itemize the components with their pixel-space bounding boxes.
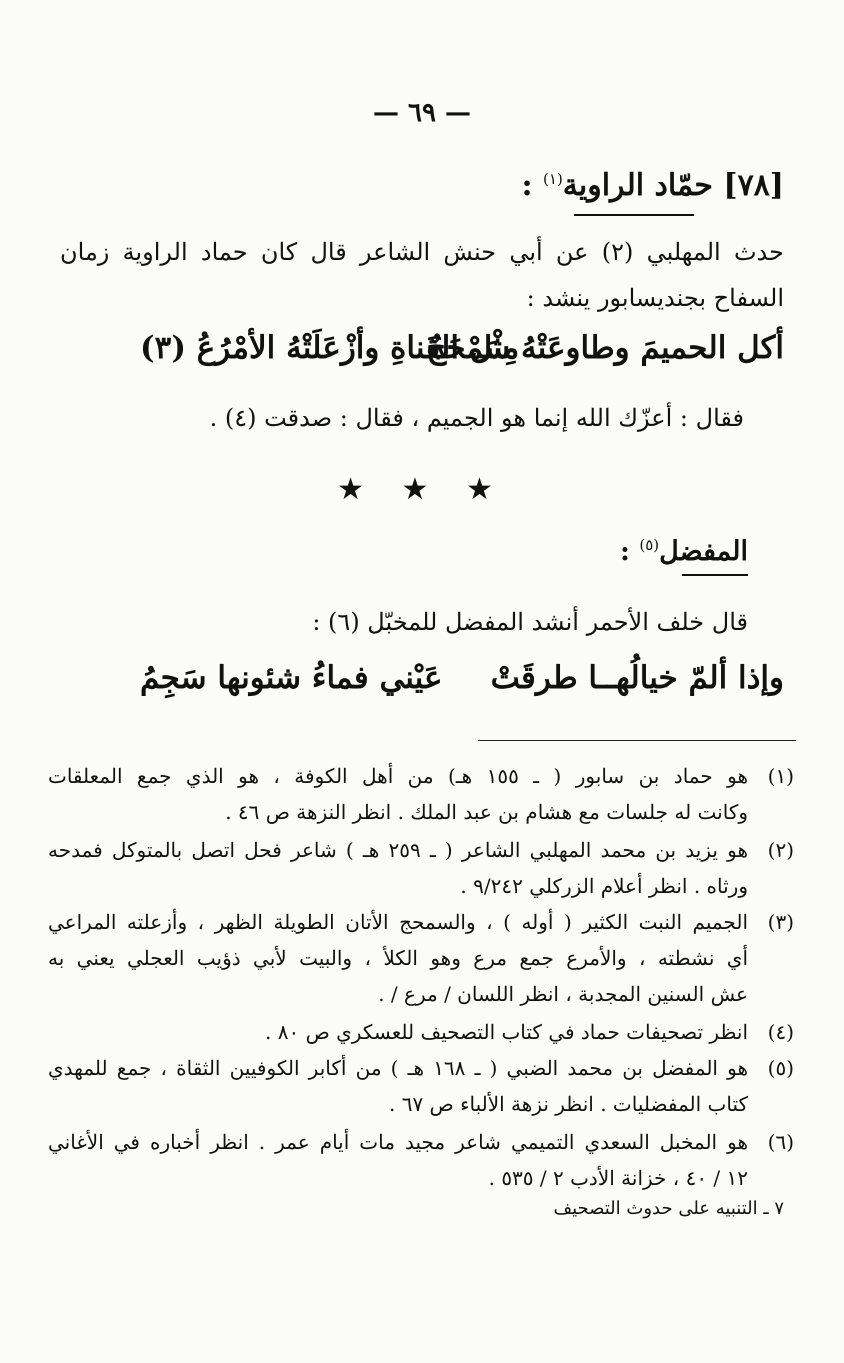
footnote-3-line-1: الجميم النبت الكثير ( أوله ) ، والسمحج الأتان الطويلة الظهر ، وأزعلته المراعي [48,910,748,934]
verse-2-second-hemistich: عَيْني فماءُ شئونها سَجِمُ [140,660,443,696]
footnote-1-number: (١) [767,764,794,788]
subheading-colon: : [619,536,640,567]
verse-2-first-hemistich: وإذا ألمّ خيالُهــا طرقَتْ [490,660,784,696]
heading-underline [574,214,694,216]
subheading-text: المفضل [659,536,748,567]
footnote-1-line-1: هو حماد بن سابور ( ـ ١٥٥ هـ) من أهل الكوفة ، هو الذي جمع المعلقات [48,764,749,788]
footnote-6-number: (٦) [767,1130,794,1154]
page-number: — ٦٩ — [372,98,472,128]
body-line-2: السفاح بجنديسابور ينشد : [526,284,784,312]
footnote-2-number: (٢) [767,838,794,862]
heading-footnote-ref: (١) [543,170,563,188]
footnote-4-number: (٤) [767,1020,794,1044]
footnote-3-number: (٣) [767,910,794,934]
subheading-underline [682,574,748,576]
verse-1-first-hemistich: أكل الحميمَ وطاوعَتْهُ سَمْحَجٌ [426,330,784,366]
footnote-3-line-2: أي نشطته ، والأمرع جمع مرع وهو الكلأ ، والبيت لأبي ذؤيب العجلي يعني به [48,946,748,970]
footnote-5-number: (٥) [767,1056,794,1080]
footnote-5-line-1: هو المفضل بن محمد الضبي ( ـ ١٦٨ هـ ) من أكابر الكوفيين الثقاة ، جمع للمهدي [48,1056,748,1080]
body-line-1: حدث المهلبي (٢) عن أبي حنش الشاعر قال كان حماد الراوية زمان [60,238,784,266]
footnote-1-line-2: وكانت له جلسات مع هشام بن عبد الملك . انظر النزهة ص ٤٦ . [225,800,748,824]
verse-1-second-hemistich: مِثْل القَناةِ وأزْعَلَتْهُ الأمْرُعُ (٣) [140,330,520,366]
body-line-4: قال خلف الأحمر أنشد المفضل للمخبّل (٦) : [312,608,748,636]
footnote-6-line-2: ١٢ / ٤٠ ، خزانة الأدب ٢ / ٥٣٥ . [488,1166,748,1190]
footnote-6-line-1: هو المخبل السعدي التميمي شاعر مجيد مات أيام عمر . انظر أخباره في الأغاني [48,1130,748,1154]
footnote-separator [478,740,796,741]
footnote-3-line-3: عش السنين المجدبة ، انظر اللسان / مرع / . [378,982,748,1006]
body-line-3: فقال : أعزّك الله إنما هو الجميم ، فقال : صدقت (٤) . [209,404,744,432]
subheading [620,536,748,567]
section-separator-stars: ★ ★ ★ [337,472,507,507]
heading-text: [٧٨] حمّاد الراوية [562,168,784,203]
page-footer: ٧ ـ التنبيه على حدوث التصحيف [553,1198,784,1219]
footnote-2-line-2: ورثاه . انظر أعلام الزركلي ٩/٢٤٢ . [460,874,748,898]
subheading-footnote-ref: (٥) [639,536,660,554]
heading-colon: : [521,168,544,203]
footnote-2-line-1: هو يزيد بن محمد المهلبي الشاعر ( ـ ٢٥٩ هـ ) شاعر فحل اتصل بالمتوكل فمدحه [48,838,748,862]
section-heading [521,168,784,203]
footnote-5-line-2: كتاب المفضليات . انظر نزهة الألباء ص ٦٧ . [389,1092,748,1116]
footnote-4-line-1: انظر تصحيفات حماد في كتاب التصحيف للعسكري ص ٨٠ . [265,1020,748,1044]
